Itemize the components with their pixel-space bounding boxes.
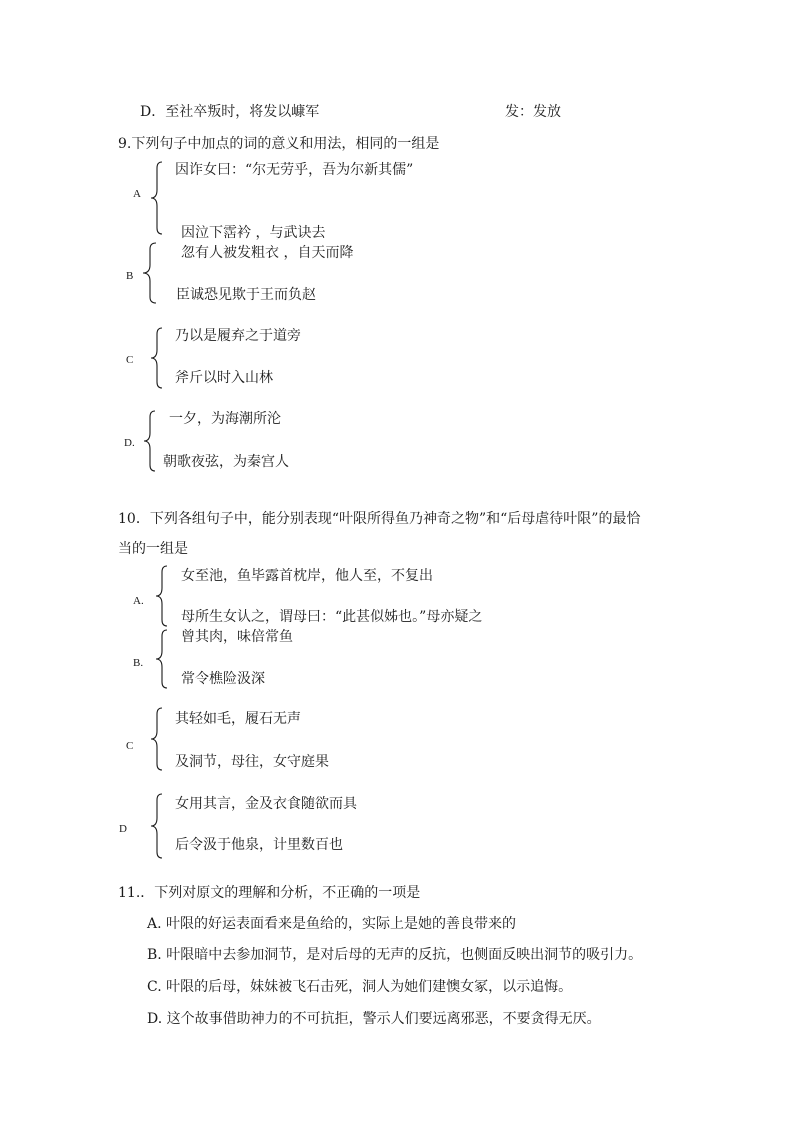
q10-stem-line2: 当的一组是 <box>118 541 188 557</box>
q9-option-a-line2: 因泣下霑衿 ，与武诀去 <box>181 225 326 241</box>
q9-option-d-line1: 一夕，为海潮所沦 <box>169 411 281 427</box>
brace-icon <box>148 326 170 390</box>
q10-option-a-line1: 女至池，鱼毕露首枕岸，他人至，不复出 <box>181 568 433 584</box>
brace-icon <box>141 409 163 473</box>
q11-option-c: C. 叶限的后母，妹妹被飞石击死，洞人为她们建懊女冢，以示追悔。 <box>147 979 573 995</box>
q10-option-c-label: C <box>126 740 134 752</box>
q9-stem: 9.下列句子中加点的词的意义和用法，相同的一组是 <box>118 136 440 152</box>
q11-option-d: D. 这个故事借助神力的不可抗拒，警示人们要远离邪恶，不要贪得无厌。 <box>147 1011 601 1027</box>
brace-icon <box>148 706 170 772</box>
q10-option-b-line2: 常令樵险汲深 <box>181 671 265 687</box>
q8-option-d-note: 发：发放 <box>505 104 561 120</box>
q10-option-c-line2: 及洞节，母往，女守庭果 <box>175 754 329 770</box>
q9-option-c-line2: 斧斤以时入山林 <box>175 370 273 386</box>
q9-option-b-line2: 臣诚恐见欺于王而负赵 <box>176 287 316 303</box>
q9-option-d-label: D. <box>124 437 135 449</box>
q8-option-d: D．至社卒叛时，将发以嵻军 <box>140 104 320 120</box>
q10-option-b-line1: 曾其肉，味倍常鱼 <box>181 629 293 645</box>
brace-icon <box>153 628 175 690</box>
q10-option-a-label: A. <box>133 595 144 607</box>
q10-option-d-line2: 后令汲于他泉，计里数百也 <box>175 837 343 853</box>
q10-option-d-line1: 女用其言，金及衣食随欲而具 <box>175 796 357 812</box>
q10-stem-line1: 10．下列各组句子中，能分别表现“叶限所得鱼乃神奇之物”和“后母虐待叶限”的最恰 <box>118 511 641 527</box>
q9-option-d-line2: 朝歌夜弦，为秦宫人 <box>163 454 289 470</box>
q9-option-c-line1: 乃以是履弃之于道旁 <box>175 328 301 344</box>
q11-stem: 11.．下列对原文的理解和分析，不正确的一项是 <box>118 885 421 901</box>
q9-option-b-line1: 忽有人被发粗衣 ，自天而降 <box>181 245 354 261</box>
brace-icon <box>148 160 170 236</box>
q9-option-a-label: A <box>133 188 141 200</box>
q11-option-a: A. 叶限的好运表面看来是鱼给的，实际上是她的善良带来的 <box>147 916 517 932</box>
q10-option-d-label: D <box>119 823 127 835</box>
q9-option-b-label: B <box>126 270 134 282</box>
brace-icon <box>140 241 162 305</box>
q10-option-b-label: B. <box>133 657 144 669</box>
q9-option-a-line1: 因诈女曰：“尔无劳乎，吾为尔新其儒” <box>175 162 414 178</box>
q9-option-c-label: C <box>126 354 134 366</box>
q10-option-a-line2: 母所生女认之，谓母曰：“此甚似姊也。”母亦疑之 <box>181 609 483 625</box>
brace-icon <box>148 792 170 860</box>
q11-option-b: B. 叶限暗中去参加洞节，是对后母的无声的反抗，也侧面反映出洞节的吸引力。 <box>147 947 643 963</box>
brace-icon <box>153 564 175 628</box>
q10-option-c-line1: 其轻如毛，履石无声 <box>175 711 301 727</box>
